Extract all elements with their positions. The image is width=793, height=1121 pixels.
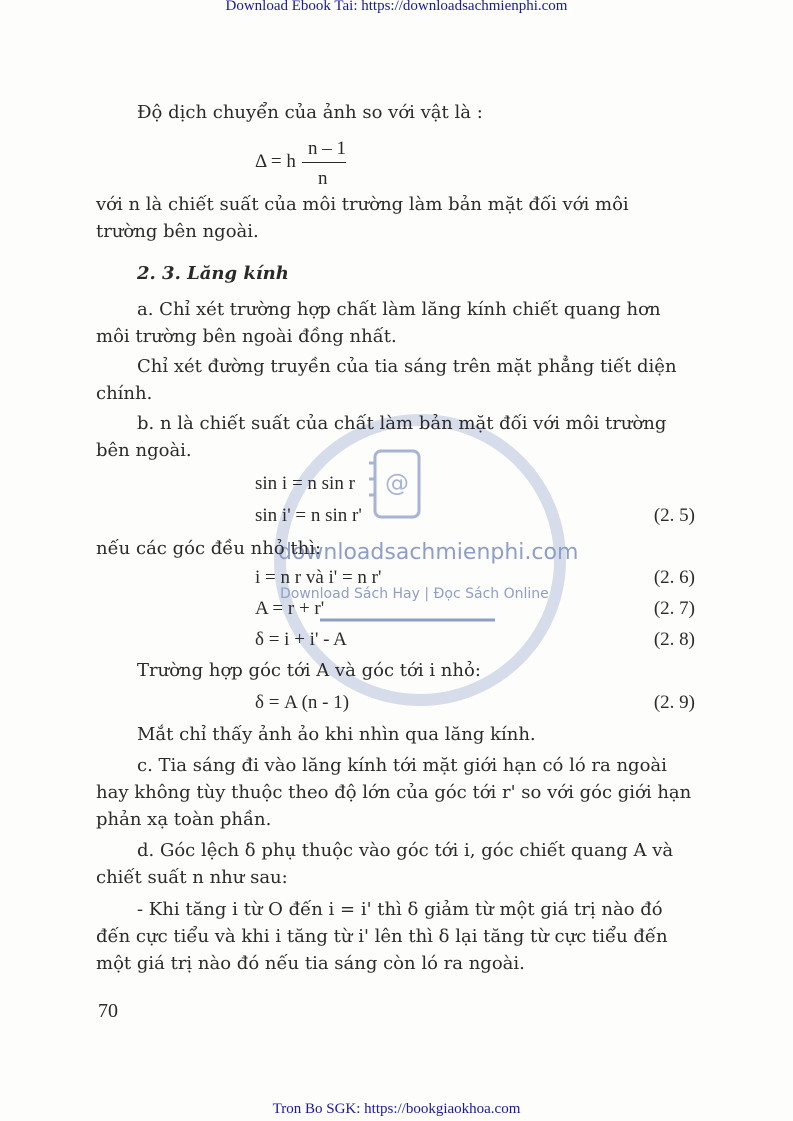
eq-A: A = r + r' (255, 598, 325, 619)
watermark-tagline: Download Sách Hay | Đọc Sách Online (280, 586, 549, 602)
header-download-link[interactable]: Download Ebook Tai: https://downloadsachmienphi.com (225, 0, 568, 14)
footer-sgk-link[interactable]: Tron Bo SGK: https://bookgiaokhoa.com (272, 1101, 521, 1117)
watermark-site: downloadsachmienphi.com (278, 540, 579, 565)
book-at-icon (367, 445, 427, 525)
fraction-bar (302, 162, 346, 163)
item-c-line3: phản xạ toàn phần. (96, 809, 272, 830)
item-b-line2: bên ngoài. (96, 440, 192, 461)
para-n-line1: với n là chiết suất của môi trường làm bản mặt đối với môi (96, 194, 629, 215)
formula-delta-numerator: n – 1 (308, 138, 346, 159)
dash-line2: đến cực tiểu và khi i tăng từ i' lên thì δ lại tăng từ cực tiểu đến (96, 926, 668, 947)
formula-delta-denominator: n (318, 168, 328, 189)
small-case-line: Trường hợp góc tới A và góc tới i nhỏ: (137, 660, 481, 681)
dash-line1: - Khi tăng i từ O đến i = i' thì δ giảm từ một giá trị nào đó (137, 899, 663, 920)
item-a2-line1: Chỉ xét đường truyền của tia sáng trên mặt phẳng tiết diện (137, 356, 677, 377)
small-angles-line: nếu các góc đều nhỏ thì: (96, 538, 322, 559)
eq-number-2-8: (2. 8) (653, 629, 695, 650)
eq-delta-small: δ = A (n - 1) (255, 692, 350, 713)
eq-number-2-5: (2. 5) (653, 505, 695, 526)
item-b-line1: b. n là chiết suất của chất làm bản mặt đối với môi trường (137, 413, 667, 434)
svg-text:@: @ (385, 469, 409, 497)
eq-delta: δ = i + i' - A (255, 629, 347, 650)
item-a2-line2: chính. (96, 383, 153, 404)
intro-line: Độ dịch chuyển của ảnh so với vật là : (137, 102, 483, 123)
dash-line3: một giá trị nào đó nếu tia sáng còn ló ra ngoài. (96, 953, 525, 974)
eq-i: i = n r và i' = n r' (255, 567, 382, 588)
eq-number-2-7: (2. 7) (653, 598, 695, 619)
para-n-line2: trường bên ngoài. (96, 221, 259, 242)
virtual-image-line: Mắt chỉ thấy ảnh ảo khi nhìn qua lăng kính. (137, 724, 536, 745)
eq-number-2-9: (2. 9) (653, 692, 695, 713)
formula-delta-lhs: Δ = h (255, 151, 296, 172)
item-d-line1: d. Góc lệch δ phụ thuộc vào góc tới i, góc chiết quang A và (137, 840, 674, 861)
item-a-line2: môi trường bên ngoài đồng nhất. (96, 326, 397, 347)
eq-number-2-6: (2. 6) (653, 567, 695, 588)
item-a-line1: a. Chỉ xét trường hợp chất làm lăng kính chiết quang hơn (137, 299, 661, 320)
eq-sin1: sin i = n sin r (255, 473, 355, 494)
section-heading: 2. 3. Lăng kính (137, 263, 289, 284)
item-d-line2: chiết suất n như sau: (96, 867, 288, 888)
eq-sin2: sin i' = n sin r' (255, 505, 362, 526)
item-c-line2: hay không tùy thuộc theo độ lớn của góc tới r' so với góc giới hạn (96, 782, 692, 803)
page-number: 70 (98, 1000, 118, 1022)
item-c-line1: c. Tia sáng đi vào lăng kính tới mặt giới hạn có ló ra ngoài (137, 755, 667, 776)
